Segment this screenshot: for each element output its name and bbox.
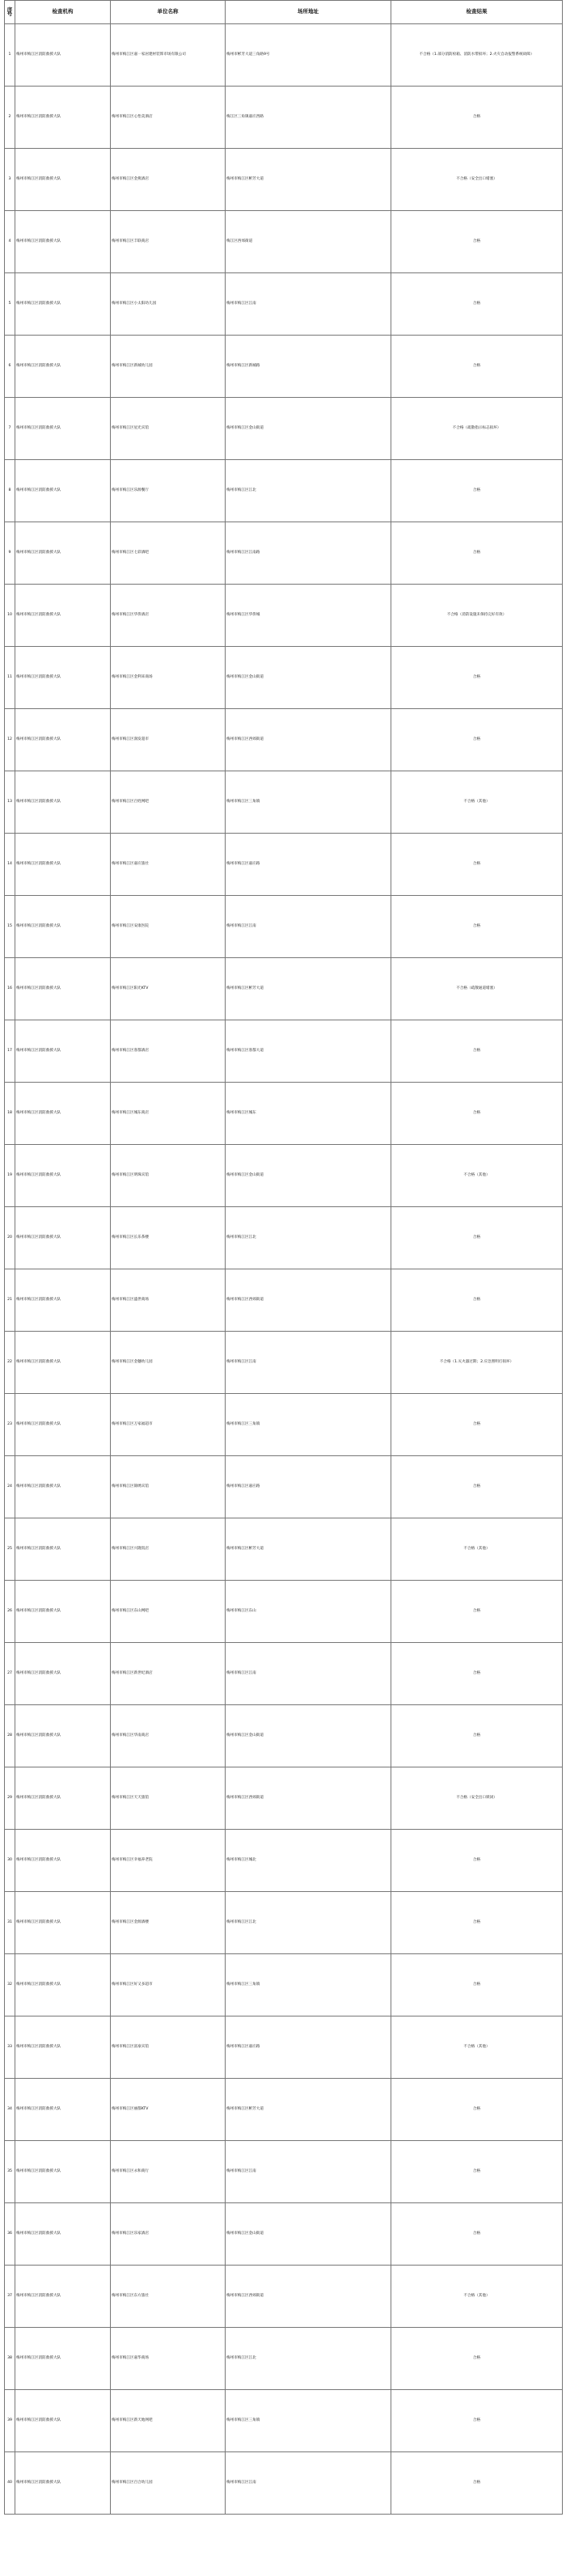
cell-index: 8 <box>5 460 15 522</box>
table-row <box>5 2016 563 2079</box>
table-row <box>5 1207 563 1269</box>
cell-unit-name: 梅州市梅江区金利来商场 <box>111 647 226 709</box>
cell-index: 9 <box>5 522 15 585</box>
cell-site-address: 梅州市梅江区西郊街道 <box>226 2266 391 2328</box>
cell-inspection-agency: 梅州市梅江区消防救援大队 <box>15 1456 111 1518</box>
cell-unit-name: 梅州市梅江区阳光KTV <box>111 958 226 1020</box>
cell-inspection-result: 合格 <box>391 896 563 958</box>
cell-inspection-agency: 梅州市梅江区消防救援大队 <box>15 896 111 958</box>
cell-unit-name: 梅州市梅江区客都酒店 <box>111 1020 226 1083</box>
cell-site-address: 梅州市梅江区三角镇 <box>226 1954 391 2016</box>
cell-index: 23 <box>5 1394 15 1456</box>
cell-inspection-agency: 梅州市梅江区消防救援大队 <box>15 1269 111 1332</box>
cell-inspection-agency: 梅州市梅江区消防救援大队 <box>15 1643 111 1705</box>
inspection-results-sheet <box>4 0 562 2515</box>
cell-site-address: 梅州市梅江区客都大道 <box>226 1020 391 1083</box>
cell-site-address: 梅州市梅江区三角镇 <box>226 1394 391 1456</box>
cell-inspection-result: 合格 <box>391 2328 563 2390</box>
cell-inspection-result: 不合格（其他） <box>391 1518 563 1581</box>
cell-index: 33 <box>5 2016 15 2079</box>
cell-index: 26 <box>5 1581 15 1643</box>
cell-site-address: 梅州市梅江区江南 <box>226 1643 391 1705</box>
table-row <box>5 398 563 460</box>
table-body <box>5 24 563 2515</box>
cell-index: 4 <box>5 211 15 273</box>
cell-site-address: 梅州市梅江区彬芳大道 <box>226 1518 391 1581</box>
cell-inspection-result: 合格 <box>391 1269 563 1332</box>
cell-index: 17 <box>5 1020 15 1083</box>
cell-inspection-agency: 梅州市梅江区消防救援大队 <box>15 1892 111 1954</box>
cell-site-address: 梅州市梅江区金山街道 <box>226 1705 391 1767</box>
cell-inspection-result: 合格 <box>391 2079 563 2141</box>
cell-unit-name: 梅州市梅江区嘉一家居建材装饰市场有限公司 <box>111 24 226 87</box>
cell-index: 38 <box>5 2328 15 2390</box>
cell-unit-name: 梅州市梅江区盛世商场 <box>111 1269 226 1332</box>
cell-inspection-result: 合格 <box>391 1581 563 1643</box>
table-row <box>5 1705 563 1767</box>
cell-inspection-result: 合格 <box>391 2452 563 2515</box>
cell-unit-name: 梅州市梅江区天天旅馆 <box>111 1767 226 1830</box>
cell-site-address: 梅州市梅江区嘉应路 <box>226 834 391 896</box>
cell-unit-name: 梅州市梅江区丰联商店 <box>111 211 226 273</box>
cell-index: 27 <box>5 1643 15 1705</box>
cell-unit-name: 梅州市梅江区七彩酒吧 <box>111 522 226 585</box>
cell-site-address: 梅州市梅江区新城路 <box>226 336 391 398</box>
cell-inspection-agency: 梅州市梅江区消防救援大队 <box>15 1767 111 1830</box>
cell-inspection-result: 合格 <box>391 647 563 709</box>
cell-inspection-agency: 梅州市梅江区消防救援大队 <box>15 273 111 336</box>
cell-index: 1 <box>5 24 15 87</box>
table-row <box>5 709 563 771</box>
cell-unit-name: 梅州市梅江区新城幼儿园 <box>111 336 226 398</box>
cell-inspection-result: 合格 <box>391 336 563 398</box>
cell-site-address: 梅州市梅江区江北 <box>226 1892 391 1954</box>
cell-site-address: 梅州市梅江区江南 <box>226 273 391 336</box>
cell-inspection-agency: 梅州市梅江区消防救援大队 <box>15 1581 111 1643</box>
cell-unit-name: 梅州市梅江区嘉华商场 <box>111 2328 226 2390</box>
cell-inspection-result: 不合格（疏散指示标志损坏） <box>391 398 563 460</box>
header-inspection-result: 检查结果 <box>391 1 563 24</box>
inspection-table <box>4 0 563 2515</box>
cell-site-address: 梅州市彬芳大道三角路9号 <box>226 24 391 87</box>
cell-unit-name: 梅州市梅江区长乐茶楼 <box>111 1207 226 1269</box>
cell-unit-name: 梅州市梅江区乐源餐厅 <box>111 460 226 522</box>
cell-inspection-agency: 梅州市梅江区消防救援大队 <box>15 2390 111 2452</box>
cell-inspection-agency: 梅州市梅江区消防救援大队 <box>15 522 111 585</box>
cell-inspection-agency: 梅州市梅江区消防救援大队 <box>15 2141 111 2203</box>
cell-index: 35 <box>5 2141 15 2203</box>
cell-inspection-agency: 梅州市梅江区消防救援大队 <box>15 1830 111 1892</box>
table-row <box>5 2452 563 2515</box>
cell-index: 15 <box>5 896 15 958</box>
cell-inspection-result: 不合格（疏散通道堵塞） <box>391 958 563 1020</box>
cell-index: 7 <box>5 398 15 460</box>
cell-index: 21 <box>5 1269 15 1332</box>
cell-site-address: 梅州市梅江区东山 <box>226 1581 391 1643</box>
cell-inspection-result: 合格 <box>391 709 563 771</box>
cell-site-address: 梅州市梅江区江南 <box>226 896 391 958</box>
cell-site-address: 梅州市梅江区江南 <box>226 2141 391 2203</box>
cell-index: 32 <box>5 1954 15 2016</box>
cell-index: 29 <box>5 1767 15 1830</box>
cell-inspection-agency: 梅州市梅江区消防救援大队 <box>15 2016 111 2079</box>
table-row <box>5 460 563 522</box>
cell-inspection-result: 不合格（其他） <box>391 2266 563 2328</box>
table-row <box>5 1518 563 1581</box>
cell-index: 14 <box>5 834 15 896</box>
cell-inspection-result: 合格 <box>391 1456 563 1518</box>
cell-unit-name: 梅州市梅江区东方旅社 <box>111 2266 226 2328</box>
cell-index: 18 <box>5 1083 15 1145</box>
cell-inspection-result: 合格 <box>391 1830 563 1892</box>
cell-unit-name: 梅州市梅江区锦绣宾馆 <box>111 1456 226 1518</box>
table-row <box>5 585 563 647</box>
cell-unit-name: 梅州市梅江区金源酒楼 <box>111 1892 226 1954</box>
table-row <box>5 1456 563 1518</box>
cell-index: 6 <box>5 336 15 398</box>
cell-index: 5 <box>5 273 15 336</box>
cell-inspection-agency: 梅州市梅江区消防救援大队 <box>15 460 111 522</box>
cell-inspection-agency: 梅州市梅江区消防救援大队 <box>15 1083 111 1145</box>
cell-index: 13 <box>5 771 15 834</box>
cell-site-address: 梅州市梅江区西郊街道 <box>226 709 391 771</box>
cell-inspection-agency: 梅州市梅江区消防救援大队 <box>15 834 111 896</box>
cell-unit-name: 梅州市梅江区润发超市 <box>111 709 226 771</box>
table-row <box>5 1269 563 1332</box>
cell-site-address: 梅州市梅江区嘉应路 <box>226 2016 391 2079</box>
cell-inspection-agency: 梅州市梅江区消防救援大队 <box>15 585 111 647</box>
cell-inspection-result: 不合格（消防设施未保持完好有效） <box>391 585 563 647</box>
table-row <box>5 1767 563 1830</box>
table-row <box>5 958 563 1020</box>
table-row <box>5 1581 563 1643</box>
cell-unit-name: 梅州市梅江区万家福超市 <box>111 1394 226 1456</box>
table-row <box>5 1830 563 1892</box>
cell-inspection-result: 不合格（其他） <box>391 1145 563 1207</box>
cell-inspection-agency: 梅州市梅江区消防救援大队 <box>15 1705 111 1767</box>
cell-inspection-agency: 梅州市梅江区消防救援大队 <box>15 2203 111 2266</box>
header-inspection-agency: 检查机构 <box>15 1 111 24</box>
cell-unit-name: 梅州市梅江区百合幼儿园 <box>111 2452 226 2515</box>
cell-index: 40 <box>5 2452 15 2515</box>
cell-inspection-agency: 梅州市梅江区消防救援大队 <box>15 709 111 771</box>
cell-inspection-agency: 梅州市梅江区消防救援大队 <box>15 1207 111 1269</box>
cell-inspection-result: 不合格（安全出口堵塞） <box>391 149 563 211</box>
cell-site-address: 梅州市梅江区城北 <box>226 1830 391 1892</box>
cell-index: 19 <box>5 1145 15 1207</box>
cell-inspection-agency: 梅州市梅江区消防救援大队 <box>15 1954 111 2016</box>
cell-inspection-result: 合格 <box>391 273 563 336</box>
cell-site-address: 梅州市梅江区金山街道 <box>226 647 391 709</box>
cell-unit-name: 梅州市梅江区富豪宾馆 <box>111 2016 226 2079</box>
cell-inspection-agency: 梅州市梅江区消防救援大队 <box>15 87 111 149</box>
cell-unit-name: 梅州市梅江区金穗幼儿园 <box>111 1332 226 1394</box>
cell-unit-name: 梅州市梅江区明珠宾馆 <box>111 1145 226 1207</box>
table-row <box>5 87 563 149</box>
cell-inspection-result: 合格 <box>391 1083 563 1145</box>
cell-site-address: 梅州市梅江区江北 <box>226 2328 391 2390</box>
cell-index: 22 <box>5 1332 15 1394</box>
table-row <box>5 273 563 336</box>
cell-inspection-agency: 梅州市梅江区消防救援大队 <box>15 24 111 87</box>
cell-inspection-result: 合格 <box>391 460 563 522</box>
cell-site-address: 梅州市梅江区西郊街道 <box>226 1269 391 1332</box>
cell-inspection-agency: 梅州市梅江区消防救援大队 <box>15 958 111 1020</box>
cell-inspection-agency: 梅州市梅江区消防救援大队 <box>15 211 111 273</box>
cell-inspection-result: 不合格（1.灭火器过期；2.应急照明灯损坏） <box>391 1332 563 1394</box>
cell-inspection-result: 不合格（其他） <box>391 2016 563 2079</box>
cell-inspection-agency: 梅州市梅江区消防救援大队 <box>15 2079 111 2141</box>
table-header-row <box>5 1 563 24</box>
cell-index: 25 <box>5 1518 15 1581</box>
cell-index: 2 <box>5 87 15 149</box>
cell-index: 36 <box>5 2203 15 2266</box>
table-row <box>5 896 563 958</box>
cell-index: 28 <box>5 1705 15 1767</box>
cell-unit-name: 梅州市梅江区华南商店 <box>111 1705 226 1767</box>
cell-inspection-agency: 梅州市梅江区消防救援大队 <box>15 771 111 834</box>
cell-site-address: 梅州市梅江区嘉应路 <box>226 1456 391 1518</box>
table-row <box>5 24 563 87</box>
cell-unit-name: 梅州市梅江区星光宾馆 <box>111 398 226 460</box>
cell-site-address: 梅州市梅江区彬芳大道 <box>226 958 391 1020</box>
cell-site-address: 梅州市梅江区华侨城 <box>226 585 391 647</box>
cell-unit-name: 梅州市梅江区新天地网吧 <box>111 2390 226 2452</box>
cell-site-address: 梅州市梅江区江南 <box>226 1332 391 1394</box>
cell-site-address: 梅州市梅江区彬芳大道 <box>226 149 391 211</box>
cell-inspection-result: 合格 <box>391 1954 563 2016</box>
cell-inspection-agency: 梅州市梅江区消防救援大队 <box>15 398 111 460</box>
cell-unit-name: 梅州市梅江区嘉应旅社 <box>111 834 226 896</box>
table-row <box>5 1332 563 1394</box>
cell-inspection-agency: 梅州市梅江区消防救援大队 <box>15 2266 111 2328</box>
cell-inspection-agency: 梅州市梅江区消防救援大队 <box>15 647 111 709</box>
cell-inspection-agency: 梅州市梅江区消防救援大队 <box>15 149 111 211</box>
cell-index: 31 <box>5 1892 15 1954</box>
table-row <box>5 149 563 211</box>
cell-inspection-agency: 梅州市梅江区消防救援大队 <box>15 1394 111 1456</box>
cell-inspection-agency: 梅州市梅江区消防救援大队 <box>15 1145 111 1207</box>
cell-unit-name: 梅州市梅江区新世纪酒店 <box>111 1643 226 1705</box>
table-row <box>5 1892 563 1954</box>
table-row <box>5 2203 563 2266</box>
cell-inspection-result: 合格 <box>391 1020 563 1083</box>
cell-unit-name: 梅州市梅江区永和商行 <box>111 2141 226 2203</box>
table-row <box>5 771 563 834</box>
table-row <box>5 647 563 709</box>
cell-unit-name: 梅州市梅江区好又多超市 <box>111 1954 226 2016</box>
table-row <box>5 211 563 273</box>
cell-site-address: 梅州市梅江区三角镇 <box>226 771 391 834</box>
cell-inspection-agency: 梅州市梅江区消防救援大队 <box>15 336 111 398</box>
table-row <box>5 1643 563 1705</box>
cell-site-address: 梅州市梅江区金山街道 <box>226 398 391 460</box>
cell-index: 24 <box>5 1456 15 1518</box>
table-row <box>5 2328 563 2390</box>
cell-index: 39 <box>5 2390 15 2452</box>
table-row <box>5 2390 563 2452</box>
cell-inspection-result: 合格 <box>391 87 563 149</box>
cell-site-address: 梅州市梅江区彬芳大道 <box>226 2079 391 2141</box>
table-row <box>5 2266 563 2328</box>
cell-inspection-result: 合格 <box>391 834 563 896</box>
cell-site-address: 梅江区西郊街道 <box>226 211 391 273</box>
cell-unit-name: 梅州市梅江区金燕酒店 <box>111 149 226 211</box>
cell-unit-name: 梅州市梅江区心怡美酒店 <box>111 87 226 149</box>
cell-site-address: 梅州市梅江区江南路 <box>226 522 391 585</box>
cell-inspection-result: 合格 <box>391 1643 563 1705</box>
cell-site-address: 梅州市梅江区江北 <box>226 460 391 522</box>
cell-inspection-result: 合格 <box>391 2203 563 2266</box>
cell-site-address: 梅州市梅江区金山街道 <box>226 2203 391 2266</box>
cell-site-address: 梅江区三角镇嘉应西路 <box>226 87 391 149</box>
table-row <box>5 2141 563 2203</box>
cell-unit-name: 梅州市梅江区华侨酒店 <box>111 585 226 647</box>
table-row <box>5 522 563 585</box>
cell-inspection-result: 合格 <box>391 1207 563 1269</box>
cell-site-address: 梅州市梅江区城东 <box>226 1083 391 1145</box>
cell-index: 16 <box>5 958 15 1020</box>
cell-unit-name: 梅州市梅江区兴隆饭店 <box>111 1518 226 1581</box>
cell-inspection-result: 不合格（1.部分消防栓箱、消防水带损坏；2.火灾自动报警系统故障） <box>391 24 563 87</box>
table-row <box>5 1394 563 1456</box>
table-row <box>5 1145 563 1207</box>
cell-inspection-agency: 梅州市梅江区消防救援大队 <box>15 1332 111 1394</box>
cell-unit-name: 梅州市梅江区百姓网吧 <box>111 771 226 834</box>
cell-inspection-result: 不合格（安全出口锁闭） <box>391 1767 563 1830</box>
cell-inspection-result: 合格 <box>391 2141 563 2203</box>
table-row <box>5 336 563 398</box>
cell-index: 34 <box>5 2079 15 2141</box>
cell-site-address: 梅州市梅江区江北 <box>226 1207 391 1269</box>
cell-inspection-agency: 梅州市梅江区消防救援大队 <box>15 1518 111 1581</box>
cell-unit-name: 梅州市梅江区小太阳幼儿园 <box>111 273 226 336</box>
table-row <box>5 1020 563 1083</box>
cell-inspection-result: 合格 <box>391 1394 563 1456</box>
cell-inspection-result: 合格 <box>391 2390 563 2452</box>
table-row <box>5 834 563 896</box>
cell-inspection-agency: 梅州市梅江区消防救援大队 <box>15 2328 111 2390</box>
cell-index: 30 <box>5 1830 15 1892</box>
cell-site-address: 梅州市梅江区江南 <box>226 2452 391 2515</box>
cell-site-address: 梅州市梅江区三角镇 <box>226 2390 391 2452</box>
cell-index: 20 <box>5 1207 15 1269</box>
cell-index: 37 <box>5 2266 15 2328</box>
cell-unit-name: 梅州市梅江区安康医院 <box>111 896 226 958</box>
header-site-address: 场所地址 <box>226 1 391 24</box>
cell-index: 3 <box>5 149 15 211</box>
cell-inspection-result: 不合格（其他） <box>391 771 563 834</box>
cell-inspection-agency: 梅州市梅江区消防救援大队 <box>15 1020 111 1083</box>
table-row <box>5 1954 563 2016</box>
table-row <box>5 2079 563 2141</box>
table-row <box>5 1083 563 1145</box>
header-index: 序号 <box>5 1 15 24</box>
cell-unit-name: 梅州市梅江区乐家酒店 <box>111 2203 226 2266</box>
cell-unit-name: 梅州市梅江区城东商店 <box>111 1083 226 1145</box>
cell-unit-name: 梅州市梅江区幸福养老院 <box>111 1830 226 1892</box>
cell-inspection-result: 合格 <box>391 1892 563 1954</box>
cell-inspection-agency: 梅州市梅江区消防救援大队 <box>15 2452 111 2515</box>
cell-index: 11 <box>5 647 15 709</box>
cell-inspection-result: 合格 <box>391 211 563 273</box>
cell-index: 10 <box>5 585 15 647</box>
cell-inspection-result: 合格 <box>391 1705 563 1767</box>
header-unit-name: 单位名称 <box>111 1 226 24</box>
cell-inspection-result: 合格 <box>391 522 563 585</box>
cell-site-address: 梅州市梅江区西郊街道 <box>226 1767 391 1830</box>
cell-site-address: 梅州市梅江区金山街道 <box>226 1145 391 1207</box>
cell-unit-name: 梅州市梅江区丽都KTV <box>111 2079 226 2141</box>
cell-index: 12 <box>5 709 15 771</box>
cell-unit-name: 梅州市梅江区东山网吧 <box>111 1581 226 1643</box>
